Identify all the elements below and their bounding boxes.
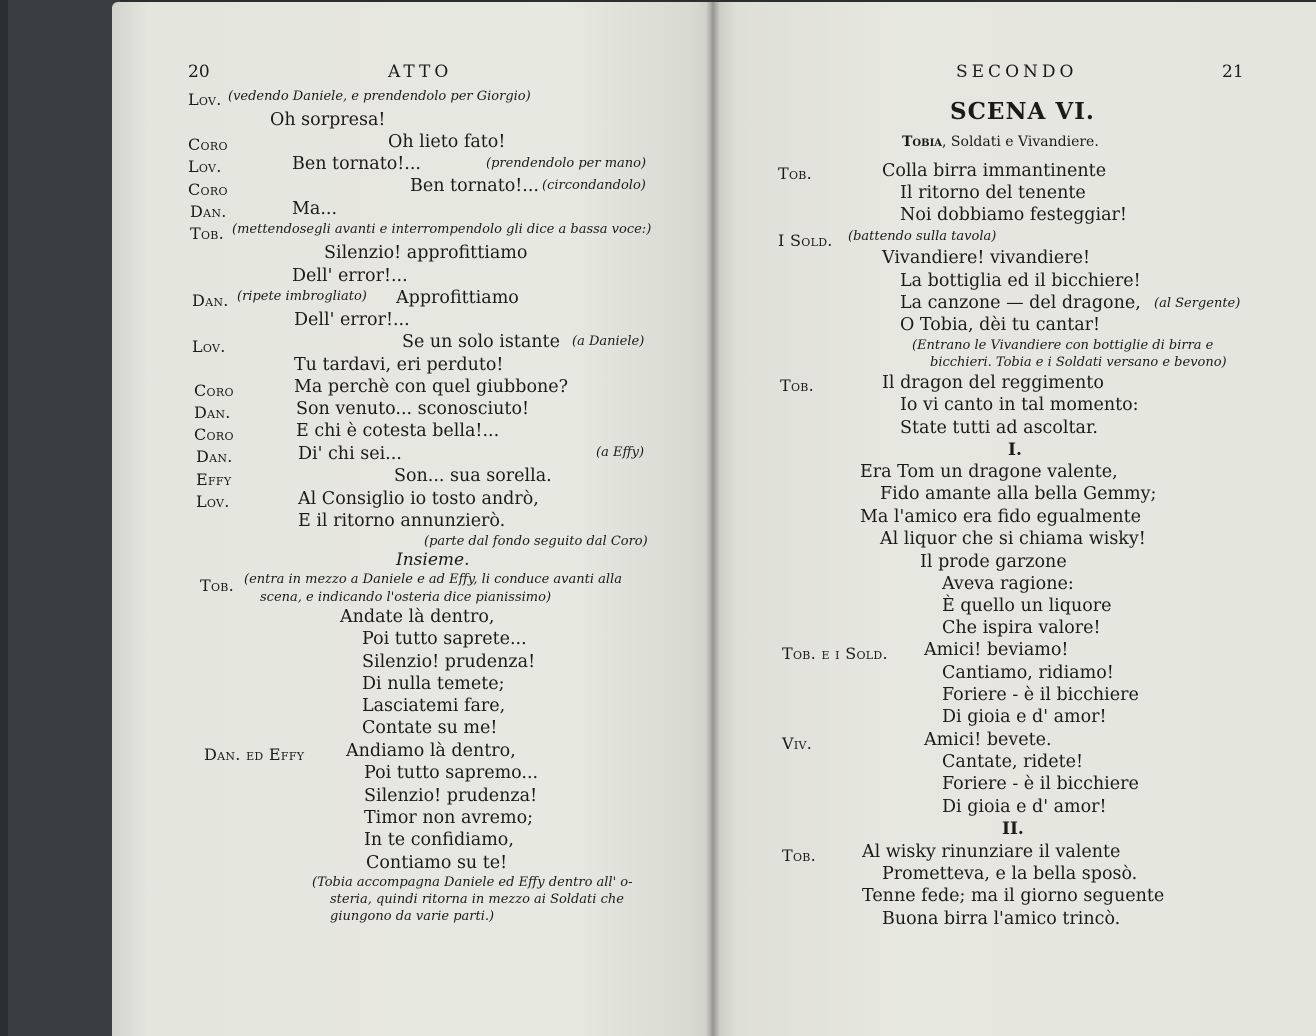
verse-line: Dell' error!... bbox=[292, 266, 408, 286]
section-heading: Insieme. bbox=[396, 550, 470, 570]
verse-line: Che ispira valore! bbox=[942, 618, 1101, 638]
verse-line: Amici! beviamo! bbox=[924, 640, 1069, 660]
stage-direction: giungono da varie parti.) bbox=[330, 909, 495, 924]
right-page bbox=[712, 2, 1316, 1036]
stage-direction: steria, quindi ritorna in mezzo ai Soldati che bbox=[330, 892, 624, 907]
verse-line: La bottiglia ed il bicchiere! bbox=[900, 271, 1141, 291]
verse-line: Di gioia e d' amor! bbox=[942, 797, 1107, 817]
verse-line: Timor non avremo; bbox=[364, 808, 534, 828]
verse-line: Il prode garzone bbox=[920, 552, 1067, 572]
verse-line: Dell' error!... bbox=[294, 310, 410, 330]
character-list bbox=[902, 135, 1099, 149]
scene-title: SCENA VI. bbox=[950, 98, 1095, 125]
running-header: SECONDO bbox=[956, 62, 1078, 82]
verse-line: Oh lieto fato! bbox=[388, 132, 506, 152]
left-page bbox=[112, 2, 718, 1036]
verse-line: Contiamo su te! bbox=[366, 853, 508, 873]
verse-line: Cantiamo, ridiamo! bbox=[942, 663, 1114, 683]
speaker: Tob. e i Sold. bbox=[782, 644, 888, 663]
stanza-numeral: I. bbox=[1008, 440, 1022, 460]
stage-direction: (Entrano le Vivandiere con bottiglie di birra e bbox=[912, 338, 1214, 353]
verse-line: Tu tardavi, eri perduto! bbox=[294, 355, 504, 375]
speaker: Lov. bbox=[196, 492, 230, 511]
speaker: Tob. bbox=[782, 846, 817, 865]
stage-direction: bicchieri. Tobia e i Soldati versano e bevono) bbox=[930, 355, 1227, 370]
verse-line: Era Tom un dragone valente, bbox=[860, 462, 1118, 482]
speaker: Viv. bbox=[782, 734, 813, 753]
stanza-numeral: II. bbox=[1002, 819, 1024, 839]
verse-line: Tenne fede; ma il giorno seguente bbox=[862, 886, 1165, 906]
stage-direction: (battendo sulla tavola) bbox=[848, 229, 997, 244]
verse-line: Son... sua sorella. bbox=[394, 466, 552, 486]
verse-line: È quello un liquore bbox=[942, 596, 1112, 616]
speaker: Dan. ed Effy bbox=[204, 745, 305, 764]
verse-line: Oh sorpresa! bbox=[270, 110, 386, 130]
verse-line: Son venuto... sconosciuto! bbox=[296, 399, 530, 419]
verse-line: In te confidiamo, bbox=[364, 830, 514, 850]
speaker: Lov. bbox=[188, 90, 222, 109]
verse-line: Cantate, ridete! bbox=[942, 752, 1084, 772]
verse-line: Io vi canto in tal momento: bbox=[900, 395, 1139, 415]
character-rest: , Soldati e Vivandiere. bbox=[942, 134, 1099, 150]
verse-line: Ma l'amico era fido egualmente bbox=[860, 507, 1142, 527]
verse-line: State tutti ad ascoltar. bbox=[900, 418, 1098, 438]
verse-line: Approfittiamo bbox=[396, 288, 519, 308]
speaker: Coro bbox=[188, 180, 228, 199]
speaker: Dan. bbox=[192, 291, 229, 310]
stage-direction: (prendendolo per mano) bbox=[486, 156, 647, 171]
speaker: Dan. bbox=[194, 403, 231, 422]
verse-line: Vivandiere! vivandiere! bbox=[882, 248, 1090, 268]
verse-line: Poi tutto saprete... bbox=[362, 629, 527, 649]
book-gutter bbox=[706, 0, 720, 1036]
speaker: Tob. bbox=[200, 576, 235, 595]
verse-line: Colla birra immantinente bbox=[882, 161, 1107, 181]
verse-line: La canzone — del dragone, bbox=[900, 293, 1141, 313]
stage-direction: (parte dal fondo seguito dal Coro) bbox=[424, 534, 648, 549]
verse-line: E chi è cotesta bella!... bbox=[296, 421, 500, 441]
verse-line: Se un solo istante bbox=[402, 332, 560, 352]
speaker: Tob. bbox=[780, 376, 815, 395]
speaker: Tob. bbox=[778, 164, 813, 183]
verse-line: Il dragon del reggimento bbox=[882, 373, 1104, 393]
stage-direction: scena, e indicando l'osteria dice pianissimo) bbox=[260, 590, 552, 605]
verse-line: O Tobia, dèi tu cantar! bbox=[900, 315, 1101, 335]
verse-line: Silenzio! prudenza! bbox=[364, 786, 538, 806]
speaker: Tob. bbox=[190, 224, 225, 243]
stage-direction: (al Sergente) bbox=[1154, 296, 1241, 311]
verse-line: Aveva ragione: bbox=[942, 574, 1074, 594]
verse-line: Ma perchè con quel giubbone? bbox=[294, 377, 569, 397]
verse-line: Di nulla temete; bbox=[362, 674, 505, 694]
verse-line: Buona birra l'amico trincò. bbox=[882, 909, 1121, 929]
verse-line: Silenzio! approfittiamo bbox=[324, 243, 528, 263]
speaker: Lov. bbox=[192, 337, 226, 356]
verse-line: Al liquor che si chiama wisky! bbox=[880, 529, 1146, 549]
verse-line: Silenzio! prudenza! bbox=[362, 652, 536, 672]
verse-line: Fido amante alla bella Gemmy; bbox=[880, 484, 1157, 504]
stage-direction: (circondandolo) bbox=[542, 178, 646, 193]
verse-line: Amici! bevete. bbox=[924, 730, 1052, 750]
verse-line: Foriere - è il bicchiere bbox=[942, 685, 1139, 705]
speaker: Effy bbox=[196, 470, 232, 489]
verse-line: Ben tornato!... bbox=[410, 176, 539, 196]
verse-line: E il ritorno annunzierò. bbox=[298, 511, 506, 531]
speaker: Dan. bbox=[196, 447, 233, 466]
character-lead: Tobia bbox=[902, 134, 943, 150]
page-number: 21 bbox=[1222, 62, 1244, 82]
verse-line: Al Consiglio io tosto andrò, bbox=[298, 489, 539, 509]
verse-line: Il ritorno del tenente bbox=[900, 183, 1086, 203]
stage-direction: (Tobia accompagna Daniele ed Effy dentro all' o- bbox=[312, 875, 633, 890]
stage-direction: (ripete imbrogliato) bbox=[237, 289, 367, 304]
speaker: I Sold. bbox=[778, 231, 833, 250]
verse-line: Noi dobbiamo festeggiar! bbox=[900, 205, 1127, 225]
verse-line: Poi tutto sapremo... bbox=[364, 763, 539, 783]
stage-direction: (a Daniele) bbox=[572, 334, 645, 349]
verse-line: Ma... bbox=[292, 199, 338, 219]
speaker: Coro bbox=[194, 381, 234, 400]
speaker: Dan. bbox=[190, 202, 227, 221]
book-binding bbox=[8, 0, 120, 1036]
running-header: ATTO bbox=[388, 62, 453, 82]
verse-line: Contate su me! bbox=[362, 718, 498, 738]
verse-line: Foriere - è il bicchiere bbox=[942, 774, 1139, 794]
stage-direction: (mettendosegli avanti e interrompendolo gli dice a bassa voce:) bbox=[232, 222, 652, 237]
speaker: Coro bbox=[188, 135, 228, 154]
stage-direction: (entra in mezzo a Daniele e ad Effy, li conduce avanti alla bbox=[244, 572, 622, 587]
stage-direction: (a Effy) bbox=[596, 445, 645, 460]
verse-line: Andiamo là dentro, bbox=[346, 741, 516, 761]
stage-direction: (vedendo Daniele, e prendendolo per Giorgio) bbox=[228, 89, 531, 104]
speaker: Coro bbox=[194, 425, 234, 444]
page-number: 20 bbox=[188, 62, 210, 82]
speaker: Lov. bbox=[188, 157, 222, 176]
verse-line: Ben tornato!... bbox=[292, 154, 421, 174]
verse-line: Lasciatemi fare, bbox=[362, 696, 506, 716]
verse-line: Prometteva, e la bella sposò. bbox=[882, 864, 1138, 884]
verse-line: Di gioia e d' amor! bbox=[942, 707, 1107, 727]
verse-line: Andate là dentro, bbox=[340, 607, 495, 627]
verse-line: Al wisky rinunziare il valente bbox=[862, 842, 1121, 862]
verse-line: Di' chi sei... bbox=[298, 444, 402, 464]
